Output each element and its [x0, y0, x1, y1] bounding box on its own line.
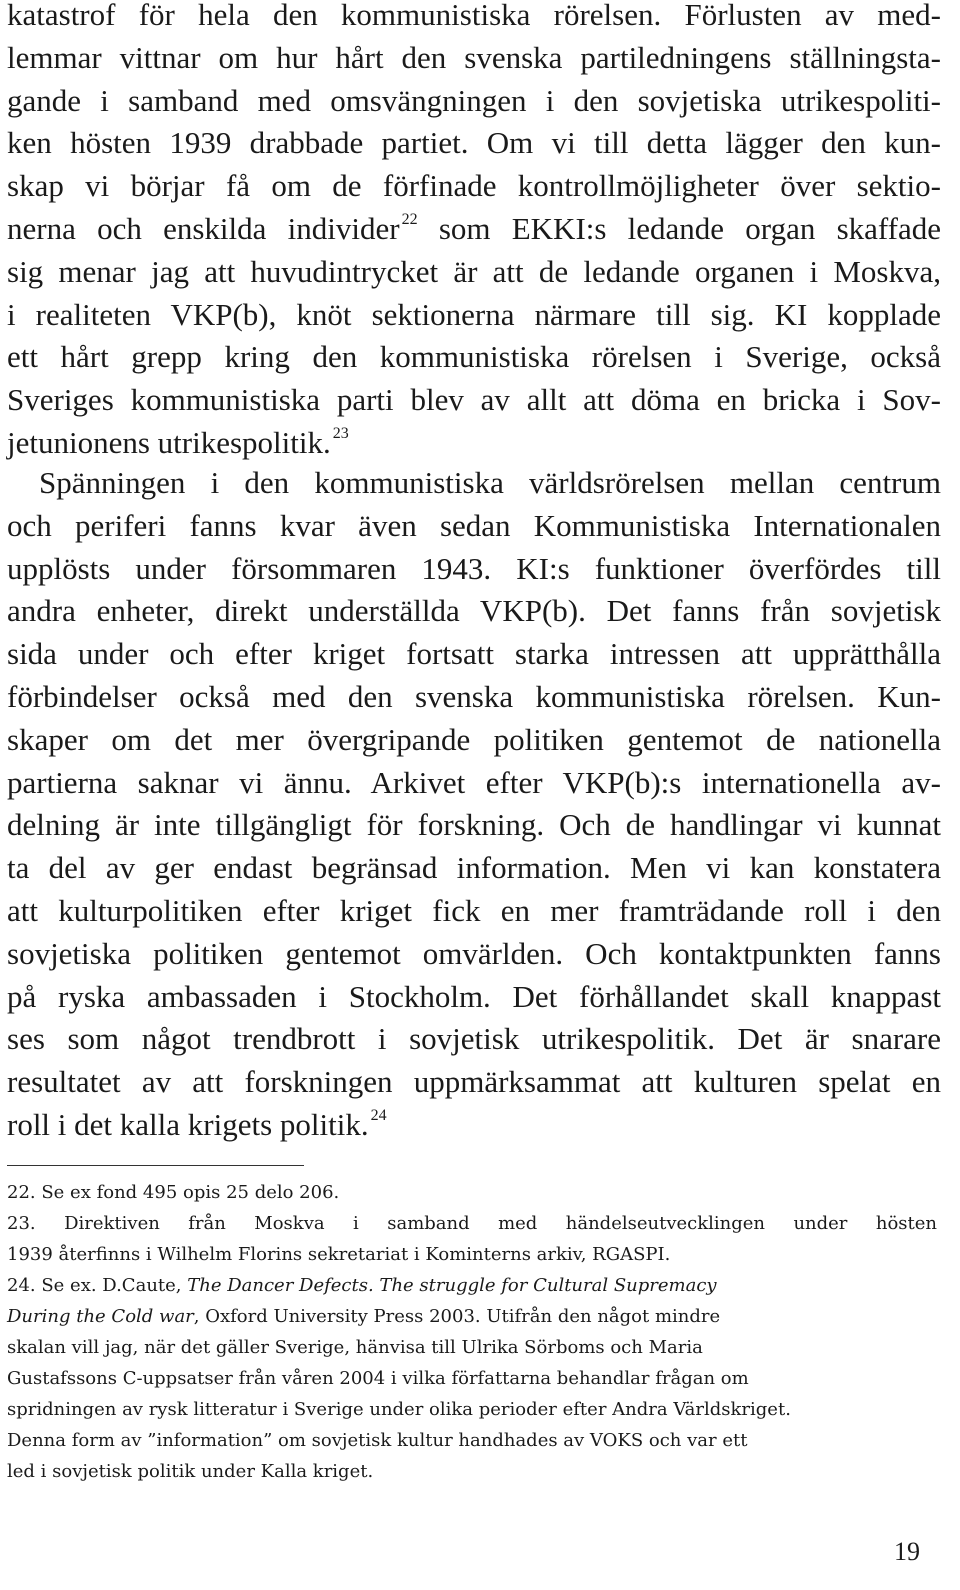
footnote-ref-22[interactable]: 22 [401, 210, 418, 228]
book-title: During the Cold war [7, 1306, 194, 1327]
footnote-23-line: 1939 återfinns i Wilhelm Florins sekretariat i Kominterns arkiv, RGASPI. [7, 1244, 671, 1265]
footnote-22: 22. Se ex fond 495 opis 25 delo 206. [7, 1182, 340, 1203]
text-line [7, 422, 941, 465]
footnote-divider [7, 1165, 304, 1166]
text-line [7, 1104, 941, 1147]
text-line: ett hårt grepp kring den kommunistiska rörelsen i Sverige, också [7, 339, 941, 375]
footnotes [7, 1177, 937, 1487]
footnote-ref-23[interactable]: 23 [332, 424, 349, 442]
paragraph-2 [7, 462, 941, 1147]
text-line: delning är inte tillgängligt för forskning. Och de handlingar vi kunnat [7, 807, 941, 843]
text-segment: som EKKI:s ledande organ skaffade [438, 210, 942, 246]
text-segment: nerna och enskilda individer [7, 210, 400, 246]
text-line: sovjetiska politiken gentemot omvärlden. Och kontaktpunkten fanns [7, 935, 941, 971]
footnote-24-line: spridningen av rysk litteratur i Sverige under olika perioder efter Andra Världskriget. [7, 1399, 791, 1420]
text-line: sig menar jag att huvudintrycket är att de ledande organen i Moskva, [7, 253, 941, 289]
footnote-24-line: skalan vill jag, när det gäller Sverige, hänvisa till Ulrika Sörboms och Maria [7, 1337, 703, 1358]
text-line: skaper om det mer övergripande politiken gentemot de nationella [7, 721, 941, 757]
text-line: partierna saknar vi ännu. Arkivet efter VKP(b):s internationella av- [7, 764, 941, 800]
footnote-24-line: Gustafssons C-uppsatser från våren 2004 i vilka författarna behandlar frågan om [7, 1368, 749, 1389]
text-line: andra enheter, direkt underställda VKP(b). Det fanns från sovjetisk [7, 593, 941, 629]
text-line: ken hösten 1939 drabbade partiet. Om vi till detta lägger den kun- [7, 125, 941, 161]
text-line: upplösts under försommaren 1943. KI:s funktioner överfördes till [7, 550, 941, 586]
text-line: katastrof för hela den kommunistiska rörelsen. Förlusten av med- [7, 0, 941, 32]
footnote-text: , Oxford University Press 2003. Utifrån den något mindre [193, 1306, 721, 1327]
text-line: gande i samband med omsvängningen i den sovjetiska utrikespoliti- [7, 82, 941, 118]
footnote-24-line: led i sovjetisk politik under Kalla kriget. [7, 1461, 374, 1482]
footnote-24-line [7, 1301, 937, 1332]
footnote-24-line: Denna form av ”information” om sovjetisk kultur handhades av VOKS och var ett [7, 1430, 748, 1451]
text-line: ses som något trendbrott i sovjetisk utrikespolitik. Det är snarare [7, 1021, 941, 1057]
footnote-ref-24[interactable]: 24 [370, 1106, 387, 1124]
text-line: ta del av ger endast begränsad information. Men vi kan konstatera [7, 850, 941, 886]
text-line: Spänningen i den kommunistiska världsrörelsen mellan centrum [39, 465, 941, 500]
text-line: Sveriges kommunistiska parti blev av allt att döma en bricka i Sov- [7, 382, 941, 418]
text-line: förbindelser också med den svenska kommunistiska rörelsen. Kun- [7, 678, 941, 714]
footnote-text: 24. Se ex. D.Caute, [7, 1275, 182, 1296]
text-line: sida under och efter kriget fortsatt starka intressen att upprätthålla [7, 636, 941, 672]
text-line: resultatet av att forskningen uppmärksammat att kulturen spelat en [7, 1064, 941, 1100]
text-line: och periferi fanns kvar även sedan Kommunistiska Internationalen [7, 507, 941, 543]
text-segment: jetunionens utrikespolitik. [7, 424, 331, 460]
text-line: på ryska ambassaden i Stockholm. Det förhållandet skall knappast [7, 978, 941, 1014]
text-segment: roll i det kalla krigets politik. [7, 1106, 369, 1142]
text-line: skap vi börjar få om de förfinade kontrollmöjligheter över sektio- [7, 168, 941, 204]
footnote-24-line [7, 1270, 937, 1301]
text-line: i realiteten VKP(b), knöt sektionerna närmare till sig. KI kopplade [7, 296, 941, 332]
text-line: lemmar vittnar om hur hårt den svenska partiledningens ställningsta- [7, 39, 941, 75]
text-line [7, 208, 941, 251]
paragraph-1 [7, 0, 941, 465]
book-title: The Dancer Defects. The struggle for Cultural Supremacy [187, 1275, 717, 1296]
page-number: 19 [894, 1537, 920, 1566]
text-line: att kulturpolitiken efter kriget fick en mer framträdande roll i den [7, 892, 941, 928]
footnote-23-line: 23. Direktiven från Moskva i samband med händelseutvecklingen under hösten [7, 1213, 937, 1234]
